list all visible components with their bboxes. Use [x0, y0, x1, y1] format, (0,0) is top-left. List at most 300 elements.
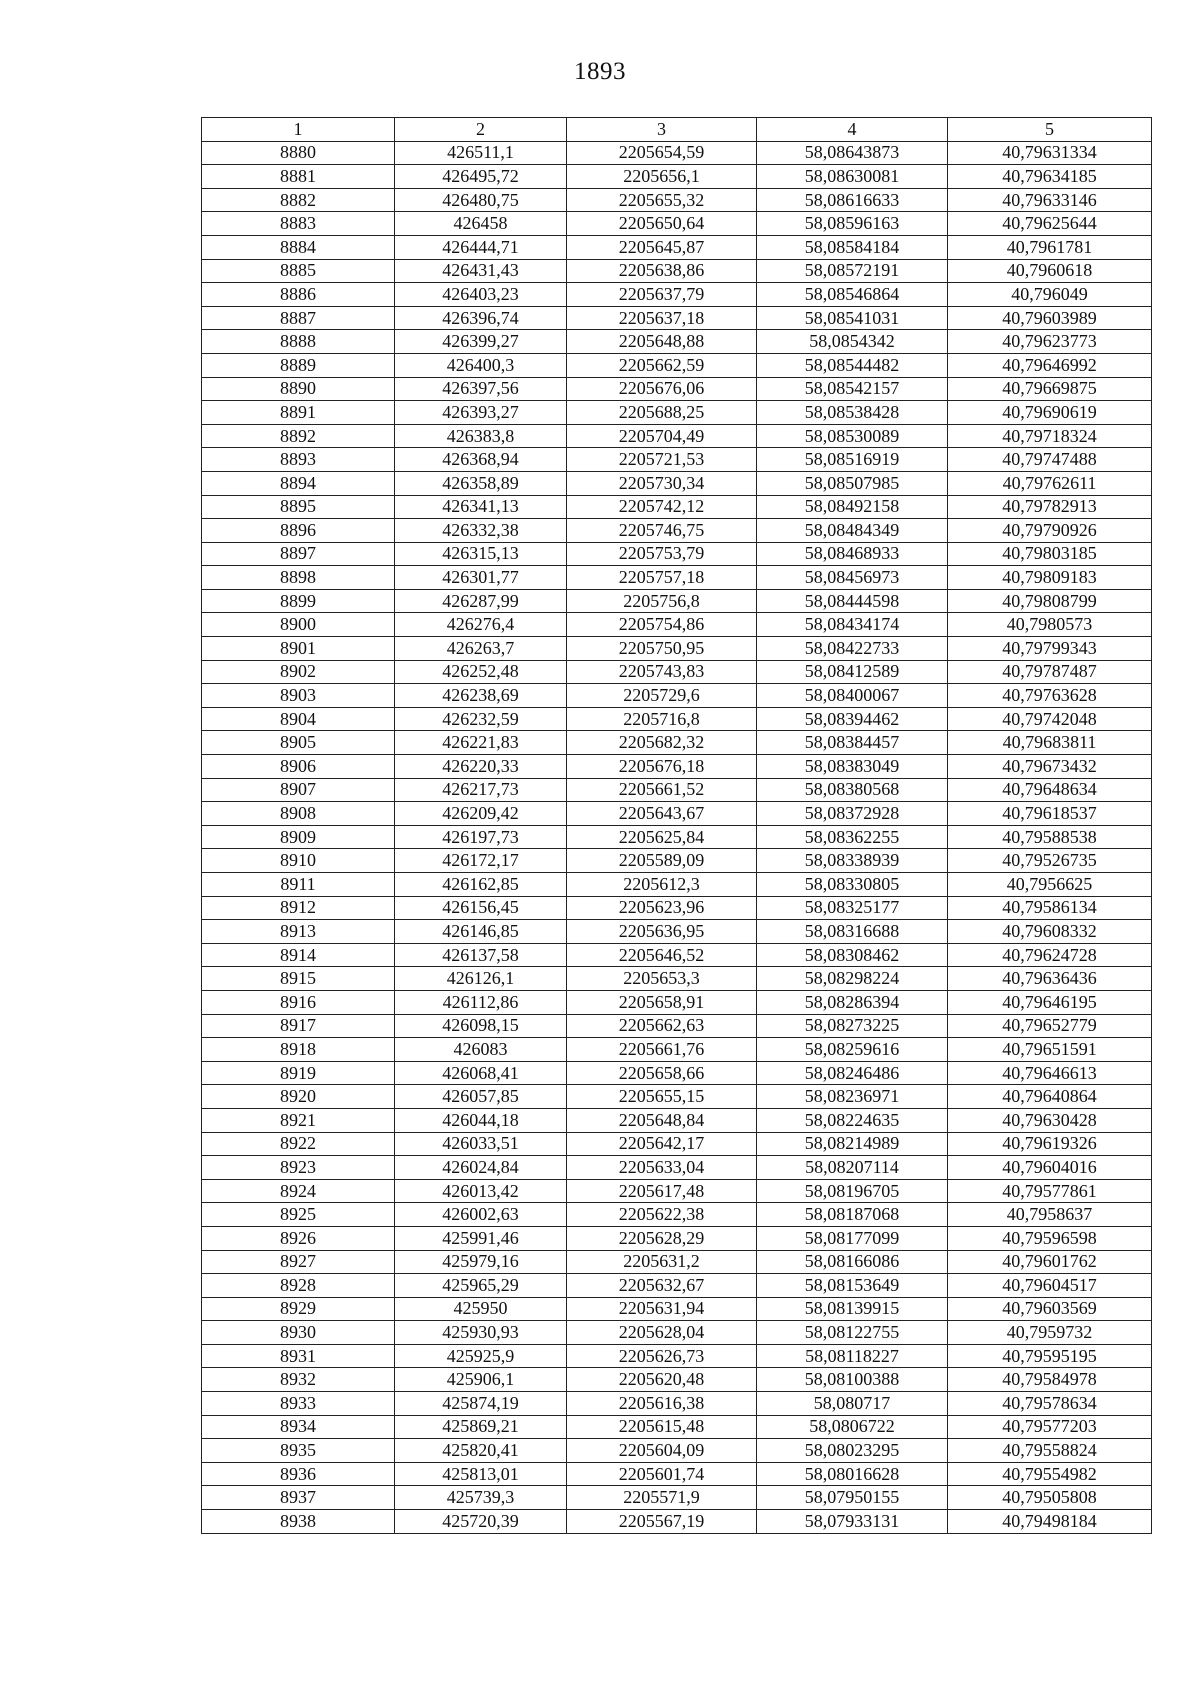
x-coordinate-cell: 425739,3: [395, 1486, 567, 1510]
longitude-cell: 40,79763628: [948, 684, 1152, 708]
table-row: [202, 1179, 1152, 1203]
x-coordinate-cell: 426358,89: [395, 471, 567, 495]
latitude-cell: 58,08308462: [757, 943, 948, 967]
table-row: [202, 401, 1152, 425]
point-number-cell: 8881: [202, 165, 395, 189]
table-row: [202, 1274, 1152, 1298]
longitude-cell: 40,79526735: [948, 849, 1152, 873]
y-coordinate-cell: 2205628,04: [567, 1321, 757, 1345]
point-number-cell: 8935: [202, 1439, 395, 1463]
table-row: [202, 1061, 1152, 1085]
point-number-cell: 8916: [202, 990, 395, 1014]
table-row: [202, 1439, 1152, 1463]
x-coordinate-cell: 425930,93: [395, 1321, 567, 1345]
longitude-cell: 40,79584978: [948, 1368, 1152, 1392]
longitude-cell: 40,79558824: [948, 1439, 1152, 1463]
longitude-cell: 40,7958637: [948, 1203, 1152, 1227]
x-coordinate-cell: 426126,1: [395, 967, 567, 991]
longitude-cell: 40,79498184: [948, 1510, 1152, 1534]
longitude-cell: 40,79608332: [948, 920, 1152, 944]
longitude-cell: 40,79505808: [948, 1486, 1152, 1510]
latitude-cell: 58,08246486: [757, 1061, 948, 1085]
latitude-cell: 58,08325177: [757, 896, 948, 920]
x-coordinate-cell: 426217,73: [395, 778, 567, 802]
table-row: [202, 589, 1152, 613]
longitude-cell: 40,79803185: [948, 542, 1152, 566]
latitude-cell: 58,08286394: [757, 990, 948, 1014]
y-coordinate-cell: 2205645,87: [567, 235, 757, 259]
latitude-cell: 58,08383049: [757, 755, 948, 779]
point-number-cell: 8921: [202, 1108, 395, 1132]
table-row: [202, 330, 1152, 354]
latitude-cell: 58,08016628: [757, 1462, 948, 1486]
page-number: 1893: [574, 58, 626, 85]
x-coordinate-cell: 426511,1: [395, 141, 567, 165]
latitude-cell: 58,08236971: [757, 1085, 948, 1109]
y-coordinate-cell: 2205654,59: [567, 141, 757, 165]
latitude-cell: 58,08166086: [757, 1250, 948, 1274]
y-coordinate-cell: 2205632,67: [567, 1274, 757, 1298]
table-row: [202, 519, 1152, 543]
x-coordinate-cell: 426033,51: [395, 1132, 567, 1156]
longitude-cell: 40,79623773: [948, 330, 1152, 354]
latitude-cell: 58,08273225: [757, 1014, 948, 1038]
longitude-cell: 40,79809183: [948, 566, 1152, 590]
table-row: [202, 1014, 1152, 1038]
x-coordinate-cell: 426098,15: [395, 1014, 567, 1038]
point-number-cell: 8884: [202, 235, 395, 259]
point-number-cell: 8932: [202, 1368, 395, 1392]
table-row: [202, 1132, 1152, 1156]
table-row: [202, 1510, 1152, 1534]
table-row: [202, 259, 1152, 283]
latitude-cell: 58,08530089: [757, 424, 948, 448]
point-number-cell: 8927: [202, 1250, 395, 1274]
longitude-cell: 40,79586134: [948, 896, 1152, 920]
longitude-cell: 40,79747488: [948, 448, 1152, 472]
latitude-cell: 58,07950155: [757, 1486, 948, 1510]
table-row: [202, 802, 1152, 826]
y-coordinate-cell: 2205623,96: [567, 896, 757, 920]
table-row: [202, 1368, 1152, 1392]
point-number-cell: 8924: [202, 1179, 395, 1203]
latitude-cell: 58,08516919: [757, 448, 948, 472]
x-coordinate-cell: 426146,85: [395, 920, 567, 944]
x-coordinate-cell: 426068,41: [395, 1061, 567, 1085]
table-row: [202, 424, 1152, 448]
latitude-cell: 58,08444598: [757, 589, 948, 613]
table-row: [202, 660, 1152, 684]
longitude-cell: 40,79624728: [948, 943, 1152, 967]
x-coordinate-cell: 426276,4: [395, 613, 567, 637]
point-number-cell: 8907: [202, 778, 395, 802]
latitude-cell: 58,08596163: [757, 212, 948, 236]
x-coordinate-cell: 426044,18: [395, 1108, 567, 1132]
y-coordinate-cell: 2205661,52: [567, 778, 757, 802]
point-number-cell: 8898: [202, 566, 395, 590]
x-coordinate-cell: 426495,72: [395, 165, 567, 189]
table-row: [202, 707, 1152, 731]
table-row: [202, 1038, 1152, 1062]
x-coordinate-cell: 426480,75: [395, 188, 567, 212]
y-coordinate-cell: 2205682,32: [567, 731, 757, 755]
table-row: [202, 1486, 1152, 1510]
longitude-cell: 40,7980573: [948, 613, 1152, 637]
x-coordinate-cell: 425813,01: [395, 1462, 567, 1486]
point-number-cell: 8902: [202, 660, 395, 684]
latitude-cell: 58,0806722: [757, 1415, 948, 1439]
longitude-cell: 40,79640864: [948, 1085, 1152, 1109]
point-number-cell: 8886: [202, 283, 395, 307]
x-coordinate-cell: 425820,41: [395, 1439, 567, 1463]
x-coordinate-cell: 426024,84: [395, 1156, 567, 1180]
point-number-cell: 8915: [202, 967, 395, 991]
point-number-cell: 8894: [202, 471, 395, 495]
point-number-cell: 8901: [202, 637, 395, 661]
y-coordinate-cell: 2205650,64: [567, 212, 757, 236]
x-coordinate-cell: 425874,19: [395, 1392, 567, 1416]
point-number-cell: 8904: [202, 707, 395, 731]
point-number-cell: 8903: [202, 684, 395, 708]
y-coordinate-cell: 2205617,48: [567, 1179, 757, 1203]
y-coordinate-cell: 2205637,18: [567, 306, 757, 330]
y-coordinate-cell: 2205756,8: [567, 589, 757, 613]
point-number-cell: 8908: [202, 802, 395, 826]
longitude-cell: 40,79633146: [948, 188, 1152, 212]
table-row: [202, 1250, 1152, 1274]
latitude-cell: 58,08507985: [757, 471, 948, 495]
latitude-cell: 58,08177099: [757, 1226, 948, 1250]
longitude-cell: 40,79787487: [948, 660, 1152, 684]
y-coordinate-cell: 2205589,09: [567, 849, 757, 873]
latitude-cell: 58,08468933: [757, 542, 948, 566]
point-number-cell: 8933: [202, 1392, 395, 1416]
point-number-cell: 8934: [202, 1415, 395, 1439]
longitude-cell: 40,79799343: [948, 637, 1152, 661]
y-coordinate-cell: 2205743,83: [567, 660, 757, 684]
table-row: [202, 731, 1152, 755]
latitude-cell: 58,08484349: [757, 519, 948, 543]
latitude-cell: 58,08139915: [757, 1297, 948, 1321]
latitude-cell: 58,0854342: [757, 330, 948, 354]
longitude-cell: 40,796049: [948, 283, 1152, 307]
x-coordinate-cell: 426403,23: [395, 283, 567, 307]
y-coordinate-cell: 2205642,17: [567, 1132, 757, 1156]
y-coordinate-cell: 2205658,91: [567, 990, 757, 1014]
y-coordinate-cell: 2205637,79: [567, 283, 757, 307]
x-coordinate-cell: 426112,86: [395, 990, 567, 1014]
table-row: [202, 1108, 1152, 1132]
table-row: [202, 1415, 1152, 1439]
latitude-cell: 58,08544482: [757, 353, 948, 377]
latitude-cell: 58,08380568: [757, 778, 948, 802]
table-row: [202, 613, 1152, 637]
point-number-cell: 8912: [202, 896, 395, 920]
point-number-cell: 8919: [202, 1061, 395, 1085]
latitude-cell: 58,07933131: [757, 1510, 948, 1534]
table-row: [202, 495, 1152, 519]
x-coordinate-cell: 426238,69: [395, 684, 567, 708]
table-row: [202, 920, 1152, 944]
longitude-cell: 40,79636436: [948, 967, 1152, 991]
y-coordinate-cell: 2205625,84: [567, 825, 757, 849]
x-coordinate-cell: 426393,27: [395, 401, 567, 425]
table-row: [202, 990, 1152, 1014]
longitude-cell: 40,79604016: [948, 1156, 1152, 1180]
table-row: [202, 849, 1152, 873]
longitude-cell: 40,79790926: [948, 519, 1152, 543]
point-number-cell: 8909: [202, 825, 395, 849]
latitude-cell: 58,080717: [757, 1392, 948, 1416]
table-row: [202, 755, 1152, 779]
longitude-cell: 40,79718324: [948, 424, 1152, 448]
table-row: [202, 188, 1152, 212]
y-coordinate-cell: 2205662,59: [567, 353, 757, 377]
x-coordinate-cell: 425906,1: [395, 1368, 567, 1392]
x-coordinate-cell: 426162,85: [395, 873, 567, 897]
x-coordinate-cell: 426400,3: [395, 353, 567, 377]
x-coordinate-cell: 426002,63: [395, 1203, 567, 1227]
longitude-cell: 40,7959732: [948, 1321, 1152, 1345]
latitude-cell: 58,08118227: [757, 1344, 948, 1368]
point-number-cell: 8928: [202, 1274, 395, 1298]
y-coordinate-cell: 2205604,09: [567, 1439, 757, 1463]
point-number-cell: 8910: [202, 849, 395, 873]
latitude-cell: 58,08362255: [757, 825, 948, 849]
longitude-cell: 40,79634185: [948, 165, 1152, 189]
y-coordinate-cell: 2205753,79: [567, 542, 757, 566]
longitude-cell: 40,79618537: [948, 802, 1152, 826]
latitude-cell: 58,08400067: [757, 684, 948, 708]
latitude-cell: 58,08100388: [757, 1368, 948, 1392]
longitude-cell: 40,79762611: [948, 471, 1152, 495]
table-row: [202, 1297, 1152, 1321]
y-coordinate-cell: 2205628,29: [567, 1226, 757, 1250]
column-header: 4: [757, 118, 948, 142]
longitude-cell: 40,79595195: [948, 1344, 1152, 1368]
longitude-cell: 40,79596598: [948, 1226, 1152, 1250]
x-coordinate-cell: 426431,43: [395, 259, 567, 283]
x-coordinate-cell: 426383,8: [395, 424, 567, 448]
y-coordinate-cell: 2205656,1: [567, 165, 757, 189]
longitude-cell: 40,7956625: [948, 873, 1152, 897]
latitude-cell: 58,08422733: [757, 637, 948, 661]
latitude-cell: 58,08412589: [757, 660, 948, 684]
table-row: [202, 825, 1152, 849]
point-number-cell: 8930: [202, 1321, 395, 1345]
longitude-cell: 40,79669875: [948, 377, 1152, 401]
y-coordinate-cell: 2205655,15: [567, 1085, 757, 1109]
latitude-cell: 58,08196705: [757, 1179, 948, 1203]
point-number-cell: 8918: [202, 1038, 395, 1062]
table-row: [202, 471, 1152, 495]
latitude-cell: 58,08330805: [757, 873, 948, 897]
x-coordinate-cell: 426444,71: [395, 235, 567, 259]
longitude-cell: 40,79625644: [948, 212, 1152, 236]
x-coordinate-cell: 426341,13: [395, 495, 567, 519]
longitude-cell: 40,79578634: [948, 1392, 1152, 1416]
latitude-cell: 58,08207114: [757, 1156, 948, 1180]
y-coordinate-cell: 2205648,84: [567, 1108, 757, 1132]
longitude-cell: 40,7961781: [948, 235, 1152, 259]
longitude-cell: 40,79646195: [948, 990, 1152, 1014]
x-coordinate-cell: 426399,27: [395, 330, 567, 354]
table-row: [202, 542, 1152, 566]
table-row: [202, 1462, 1152, 1486]
y-coordinate-cell: 2205620,48: [567, 1368, 757, 1392]
longitude-cell: 40,79646992: [948, 353, 1152, 377]
point-number-cell: 8895: [202, 495, 395, 519]
y-coordinate-cell: 2205729,6: [567, 684, 757, 708]
y-coordinate-cell: 2205676,18: [567, 755, 757, 779]
longitude-cell: 40,79808799: [948, 589, 1152, 613]
table-row: [202, 684, 1152, 708]
longitude-cell: 40,79652779: [948, 1014, 1152, 1038]
x-coordinate-cell: 425979,16: [395, 1250, 567, 1274]
table-header-row: [202, 118, 1152, 142]
table-row: [202, 448, 1152, 472]
table-row: [202, 896, 1152, 920]
y-coordinate-cell: 2205721,53: [567, 448, 757, 472]
x-coordinate-cell: 426221,83: [395, 731, 567, 755]
latitude-cell: 58,08584184: [757, 235, 948, 259]
latitude-cell: 58,08434174: [757, 613, 948, 637]
point-number-cell: 8883: [202, 212, 395, 236]
y-coordinate-cell: 2205662,63: [567, 1014, 757, 1038]
y-coordinate-cell: 2205754,86: [567, 613, 757, 637]
longitude-cell: 40,79683811: [948, 731, 1152, 755]
y-coordinate-cell: 2205638,86: [567, 259, 757, 283]
y-coordinate-cell: 2205742,12: [567, 495, 757, 519]
x-coordinate-cell: 425869,21: [395, 1415, 567, 1439]
point-number-cell: 8889: [202, 353, 395, 377]
point-number-cell: 8931: [202, 1344, 395, 1368]
x-coordinate-cell: 426083: [395, 1038, 567, 1062]
x-coordinate-cell: 426232,59: [395, 707, 567, 731]
latitude-cell: 58,08546864: [757, 283, 948, 307]
x-coordinate-cell: 426209,42: [395, 802, 567, 826]
table-row: [202, 212, 1152, 236]
latitude-cell: 58,08541031: [757, 306, 948, 330]
table-row: [202, 377, 1152, 401]
y-coordinate-cell: 2205676,06: [567, 377, 757, 401]
x-coordinate-cell: 426301,77: [395, 566, 567, 590]
y-coordinate-cell: 2205571,9: [567, 1486, 757, 1510]
x-coordinate-cell: 426263,7: [395, 637, 567, 661]
latitude-cell: 58,08643873: [757, 141, 948, 165]
point-number-cell: 8917: [202, 1014, 395, 1038]
point-number-cell: 8880: [202, 141, 395, 165]
latitude-cell: 58,08372928: [757, 802, 948, 826]
longitude-cell: 40,79554982: [948, 1462, 1152, 1486]
y-coordinate-cell: 2205631,2: [567, 1250, 757, 1274]
y-coordinate-cell: 2205746,75: [567, 519, 757, 543]
latitude-cell: 58,08394462: [757, 707, 948, 731]
point-number-cell: 8896: [202, 519, 395, 543]
x-coordinate-cell: 426220,33: [395, 755, 567, 779]
latitude-cell: 58,08214989: [757, 1132, 948, 1156]
latitude-cell: 58,08492158: [757, 495, 948, 519]
x-coordinate-cell: 426396,74: [395, 306, 567, 330]
longitude-cell: 40,79648634: [948, 778, 1152, 802]
longitude-cell: 40,7960618: [948, 259, 1152, 283]
y-coordinate-cell: 2205688,25: [567, 401, 757, 425]
table-row: [202, 1203, 1152, 1227]
table-row: [202, 1344, 1152, 1368]
table-row: [202, 967, 1152, 991]
y-coordinate-cell: 2205658,66: [567, 1061, 757, 1085]
table-row: [202, 873, 1152, 897]
x-coordinate-cell: 426057,85: [395, 1085, 567, 1109]
y-coordinate-cell: 2205643,67: [567, 802, 757, 826]
point-number-cell: 8911: [202, 873, 395, 897]
latitude-cell: 58,08153649: [757, 1274, 948, 1298]
point-number-cell: 8937: [202, 1486, 395, 1510]
table-row: [202, 637, 1152, 661]
point-number-cell: 8914: [202, 943, 395, 967]
table-row: [202, 566, 1152, 590]
table-row: [202, 283, 1152, 307]
latitude-cell: 58,08572191: [757, 259, 948, 283]
x-coordinate-cell: 425991,46: [395, 1226, 567, 1250]
y-coordinate-cell: 2205567,19: [567, 1510, 757, 1534]
y-coordinate-cell: 2205615,48: [567, 1415, 757, 1439]
latitude-cell: 58,08616633: [757, 188, 948, 212]
point-number-cell: 8938: [202, 1510, 395, 1534]
longitude-cell: 40,79577861: [948, 1179, 1152, 1203]
y-coordinate-cell: 2205653,3: [567, 967, 757, 991]
column-header: 5: [948, 118, 1152, 142]
y-coordinate-cell: 2205633,04: [567, 1156, 757, 1180]
table-row: [202, 778, 1152, 802]
latitude-cell: 58,08630081: [757, 165, 948, 189]
longitude-cell: 40,79690619: [948, 401, 1152, 425]
latitude-cell: 58,08456973: [757, 566, 948, 590]
y-coordinate-cell: 2205636,95: [567, 920, 757, 944]
point-number-cell: 8891: [202, 401, 395, 425]
longitude-cell: 40,79646613: [948, 1061, 1152, 1085]
column-header: 3: [567, 118, 757, 142]
latitude-cell: 58,08298224: [757, 967, 948, 991]
x-coordinate-cell: 426315,13: [395, 542, 567, 566]
x-coordinate-cell: 426013,42: [395, 1179, 567, 1203]
point-number-cell: 8906: [202, 755, 395, 779]
latitude-cell: 58,08538428: [757, 401, 948, 425]
point-number-cell: 8882: [202, 188, 395, 212]
y-coordinate-cell: 2205648,88: [567, 330, 757, 354]
table-row: [202, 1226, 1152, 1250]
table-row: [202, 1321, 1152, 1345]
point-number-cell: 8890: [202, 377, 395, 401]
x-coordinate-cell: 426197,73: [395, 825, 567, 849]
x-coordinate-cell: 425925,9: [395, 1344, 567, 1368]
x-coordinate-cell: 426287,99: [395, 589, 567, 613]
x-coordinate-cell: 426156,45: [395, 896, 567, 920]
latitude-cell: 58,08338939: [757, 849, 948, 873]
longitude-cell: 40,79588538: [948, 825, 1152, 849]
table-row: [202, 165, 1152, 189]
table-row: [202, 235, 1152, 259]
column-header: 2: [395, 118, 567, 142]
x-coordinate-cell: 426458: [395, 212, 567, 236]
point-number-cell: 8920: [202, 1085, 395, 1109]
longitude-cell: 40,79782913: [948, 495, 1152, 519]
y-coordinate-cell: 2205750,95: [567, 637, 757, 661]
y-coordinate-cell: 2205616,38: [567, 1392, 757, 1416]
x-coordinate-cell: 426368,94: [395, 448, 567, 472]
y-coordinate-cell: 2205612,3: [567, 873, 757, 897]
longitude-cell: 40,79603569: [948, 1297, 1152, 1321]
